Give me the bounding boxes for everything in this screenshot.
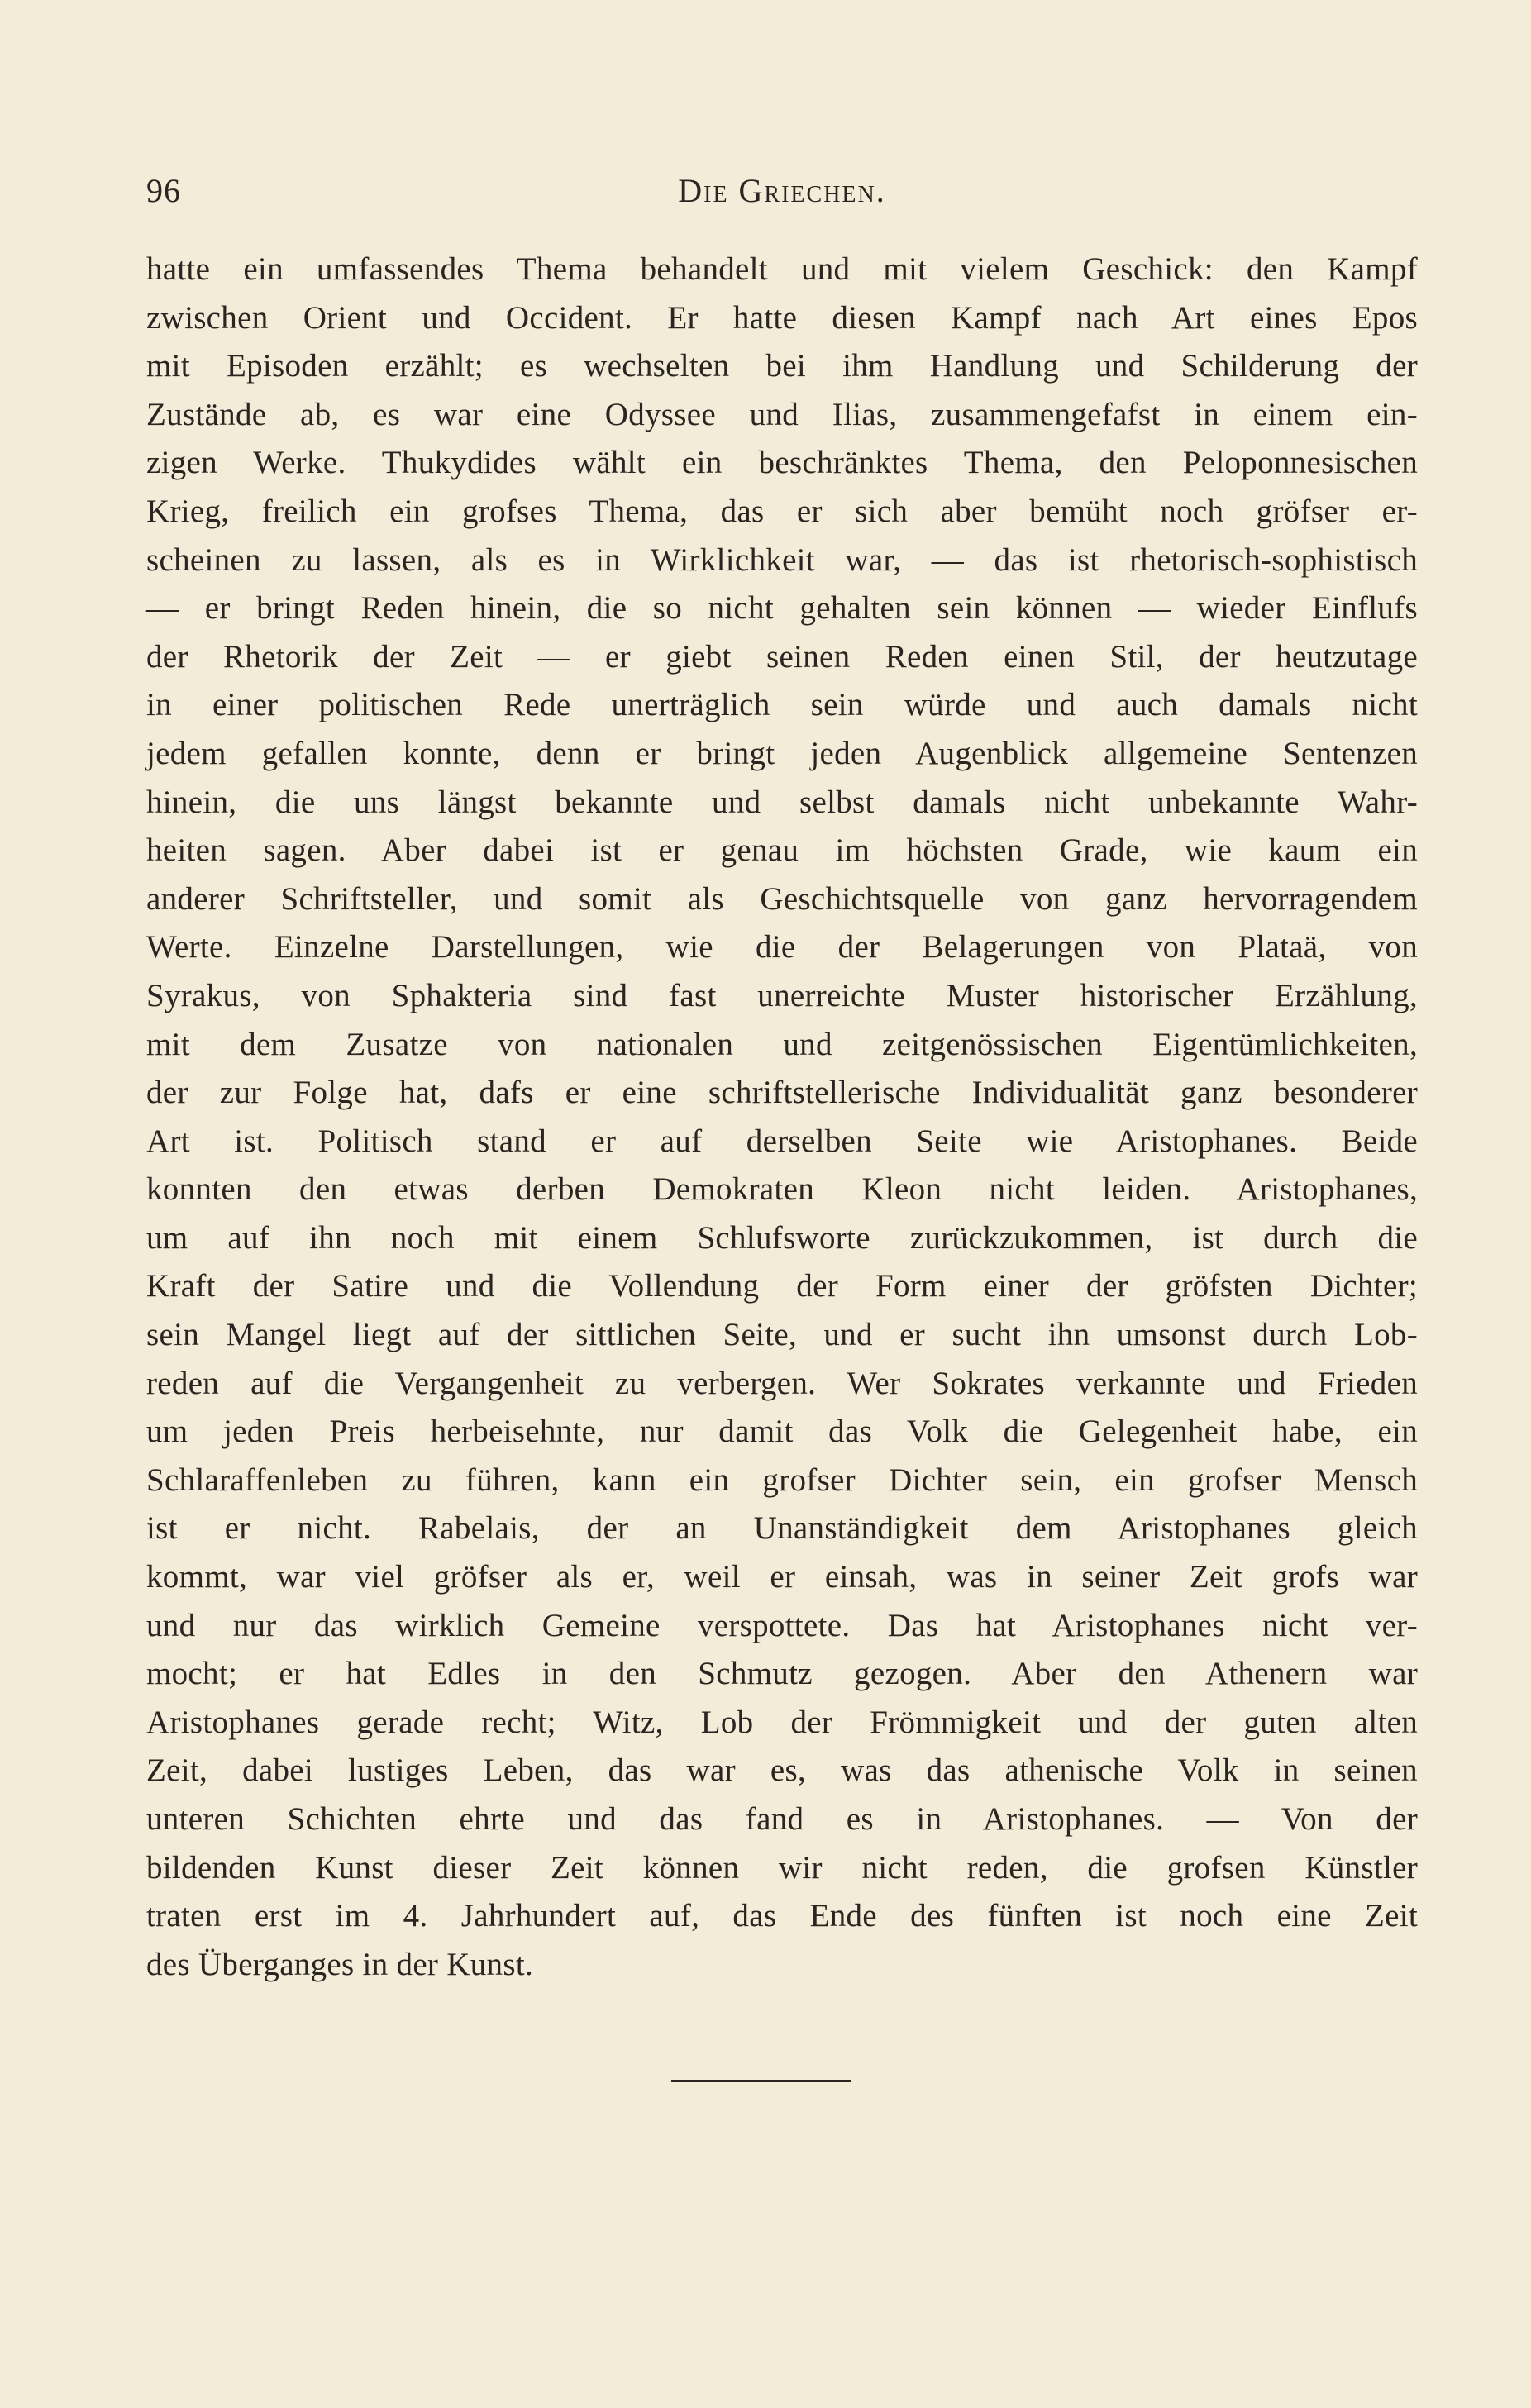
text-line: des Überganges in der Kunst. (146, 1946, 534, 1982)
text-line: traten erst im 4. Jahrhundert auf, das Ende des fünften ist noch eine Zeit (146, 1898, 1418, 1934)
body-paragraph (146, 246, 1418, 1989)
text-line: zigen Werke. Thukydides wählt ein beschränktes Thema, den Peloponnesischen (146, 445, 1418, 481)
text-line: der zur Folge hat, dafs er eine schriftstellerische Individualität ganz besonderer (146, 1075, 1418, 1111)
text-line: bildenden Kunst dieser Zeit können wir nicht reden, die grofsen Künstler (146, 1849, 1418, 1886)
text-line: um jeden Preis herbeisehnte, nur damit das Volk die Gelegenheit habe, ein (146, 1414, 1418, 1450)
text-line: anderer Schriftsteller, und somit als Geschichtsquelle von ganz hervorragendem (146, 880, 1418, 917)
text-line: Krieg, freilich ein grofses Thema, das er sich aber bemüht noch gröfser er- (146, 493, 1418, 529)
text-line: heiten sagen. Aber dabei ist er genau im höchsten Grade, wie kaum ein (146, 832, 1418, 869)
text-line: kommt, war viel gröfser als er, weil er einsah, was in seiner Zeit grofs war (146, 1559, 1418, 1595)
text-line: in einer politischen Rede unerträglich sein würde und auch damals nicht (146, 687, 1418, 723)
text-line: zwischen Orient und Occident. Er hatte diesen Kampf nach Art eines Epos (146, 299, 1418, 336)
text-line: reden auf die Vergangenheit zu verbergen. Wer Sokrates verkannte und Frieden (146, 1365, 1418, 1401)
text-line: und nur das wirklich Gemeine verspottete. Das hat Aristophanes nicht ver- (146, 1607, 1418, 1643)
page-header (146, 168, 1418, 214)
text-line: mit dem Zusatze von nationalen und zeitgenössischen Eigentümlichkeiten, (146, 1026, 1418, 1062)
running-head: Die Griechen. (678, 172, 886, 209)
text-line: Schlaraffenleben zu führen, kann ein grofser Dichter sein, ein grofser Mensch (146, 1461, 1418, 1498)
text-line: Aristophanes gerade recht; Witz, Lob der Frömmigkeit und der guten alten (146, 1704, 1418, 1740)
text-line: jedem gefallen konnte, denn er bringt jeden Augenblick allgemeine Sentenzen (146, 735, 1418, 771)
text-line: der Rhetorik der Zeit — er giebt seinen Reden einen Stil, der heutzutage (146, 638, 1418, 675)
text-line: Zustände ab, es war eine Odyssee und Ilias, zusammengefafst in einem ein- (146, 396, 1418, 432)
end-rule (671, 2080, 851, 2082)
text-line: mit Episoden erzählt; es wechselten bei ihm Handlung und Schilderung der (146, 348, 1418, 384)
text-line: konnten den etwas derben Demokraten Kleon nicht leiden. Aristophanes, (146, 1171, 1418, 1208)
text-line: Art ist. Politisch stand er auf derselben Seite wie Aristophanes. Beide (146, 1123, 1418, 1159)
text-line: um auf ihn noch mit einem Schlufsworte zurückzukommen, ist durch die (146, 1219, 1418, 1256)
text-line: — er bringt Reden hinein, die so nicht gehalten sein können — wieder Einflufs (146, 590, 1418, 627)
text-line: Zeit, dabei lustiges Leben, das war es, was das athenische Volk in seinen (146, 1752, 1418, 1789)
text-line: hinein, die uns längst bekannte und selbst damals nicht unbekannte Wahr- (146, 784, 1418, 820)
text-line: Werte. Einzelne Darstellungen, wie die der Belagerungen von Plataä, von (146, 929, 1418, 966)
text-line: mocht; er hat Edles in den Schmutz gezogen. Aber den Athenern war (146, 1656, 1418, 1692)
text-line: hatte ein umfassendes Thema behandelt und mit vielem Geschick: den Kampf (146, 251, 1418, 287)
text-line: scheinen zu lassen, als es in Wirklichkeit war, — das ist rhetorisch-sophistisch (146, 541, 1418, 578)
text-line: unteren Schichten ehrte und das fand es in Aristophanes. — Von der (146, 1801, 1418, 1837)
text-line: ist er nicht. Rabelais, der an Unanständigkeit dem Aristophanes gleich (146, 1510, 1418, 1547)
text-line: Kraft der Satire und die Vollendung der Form einer der gröfsten Dichter; (146, 1268, 1418, 1304)
text-line: sein Mangel liegt auf der sittlichen Seite, und er sucht ihn umsonst durch Lob- (146, 1317, 1418, 1353)
text-line: Syrakus, von Sphakteria sind fast unerreichte Muster historischer Erzählung, (146, 977, 1418, 1013)
page-number: 96 (146, 172, 181, 209)
